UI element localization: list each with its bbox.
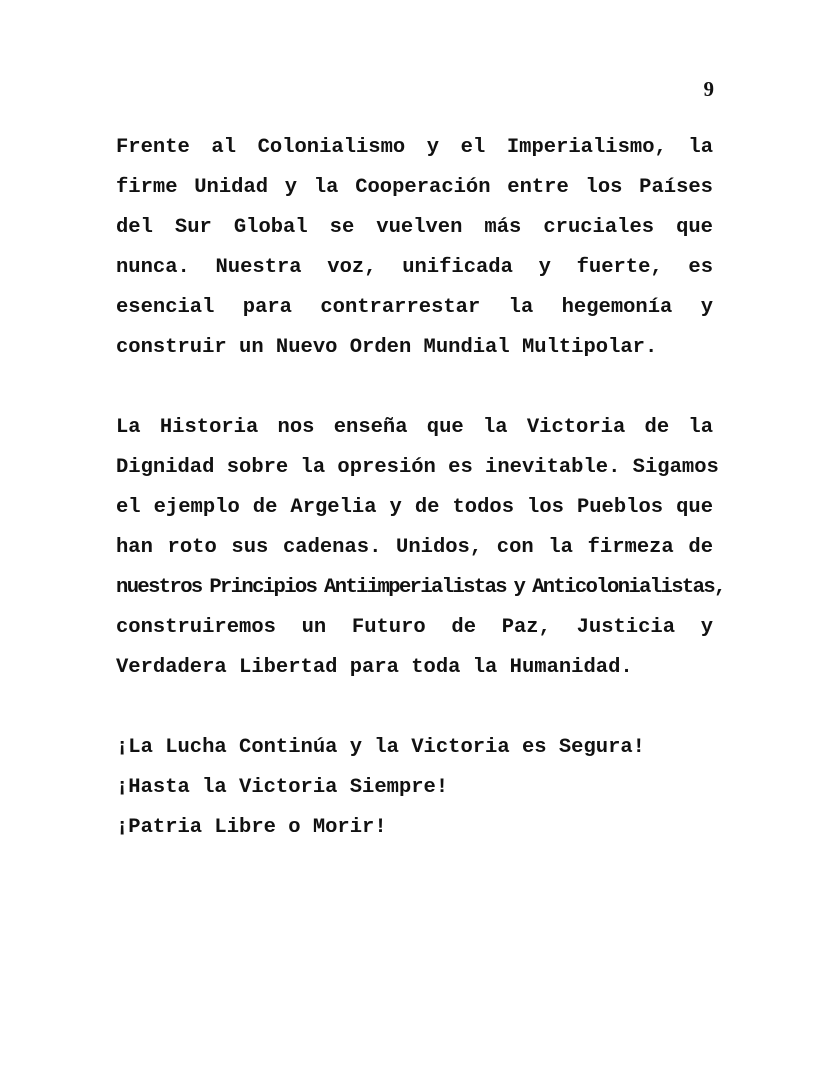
text-line: Frente al Colonialismo y el Imperialismo, la — [116, 136, 713, 159]
text-line: La Historia nos enseña que la Victoria de la — [116, 416, 713, 439]
text-line: nuestros Principios Antiimperialistas y Anticolonialistas, — [116, 576, 725, 599]
text-line: nunca. Nuestra voz, unificada y fuerte, es — [116, 256, 713, 279]
paragraph-colonialism — [116, 128, 713, 368]
text-line: han roto sus cadenas. Unidos, con la firmeza de — [116, 536, 713, 559]
closing-slogans — [116, 728, 713, 848]
page-number: 9 — [703, 77, 714, 101]
text-line: Verdadera Libertad para toda la Humanidad. — [116, 656, 633, 679]
text-line: firme Unidad y la Cooperación entre los Países — [116, 176, 713, 199]
text-line: esencial para contrarrestar la hegemonía y — [116, 296, 713, 319]
text-line: construir un Nuevo Orden Mundial Multipolar. — [116, 336, 658, 359]
slogan-line: ¡Hasta la Victoria Siempre! — [116, 776, 449, 799]
document-body — [116, 128, 725, 848]
paragraph-history — [116, 408, 725, 688]
slogan-line: ¡Patria Libre o Morir! — [116, 816, 387, 839]
text-line: el ejemplo de Argelia y de todos los Pueblos que — [116, 496, 713, 519]
slogan-line: ¡La Lucha Continúa y la Victoria es Segura! — [116, 736, 645, 759]
text-line: del Sur Global se vuelven más cruciales que — [116, 216, 713, 239]
text-line: Dignidad sobre la opresión es inevitable. Sigamos — [116, 456, 719, 479]
text-line: construiremos un Futuro de Paz, Justicia y — [116, 616, 713, 639]
